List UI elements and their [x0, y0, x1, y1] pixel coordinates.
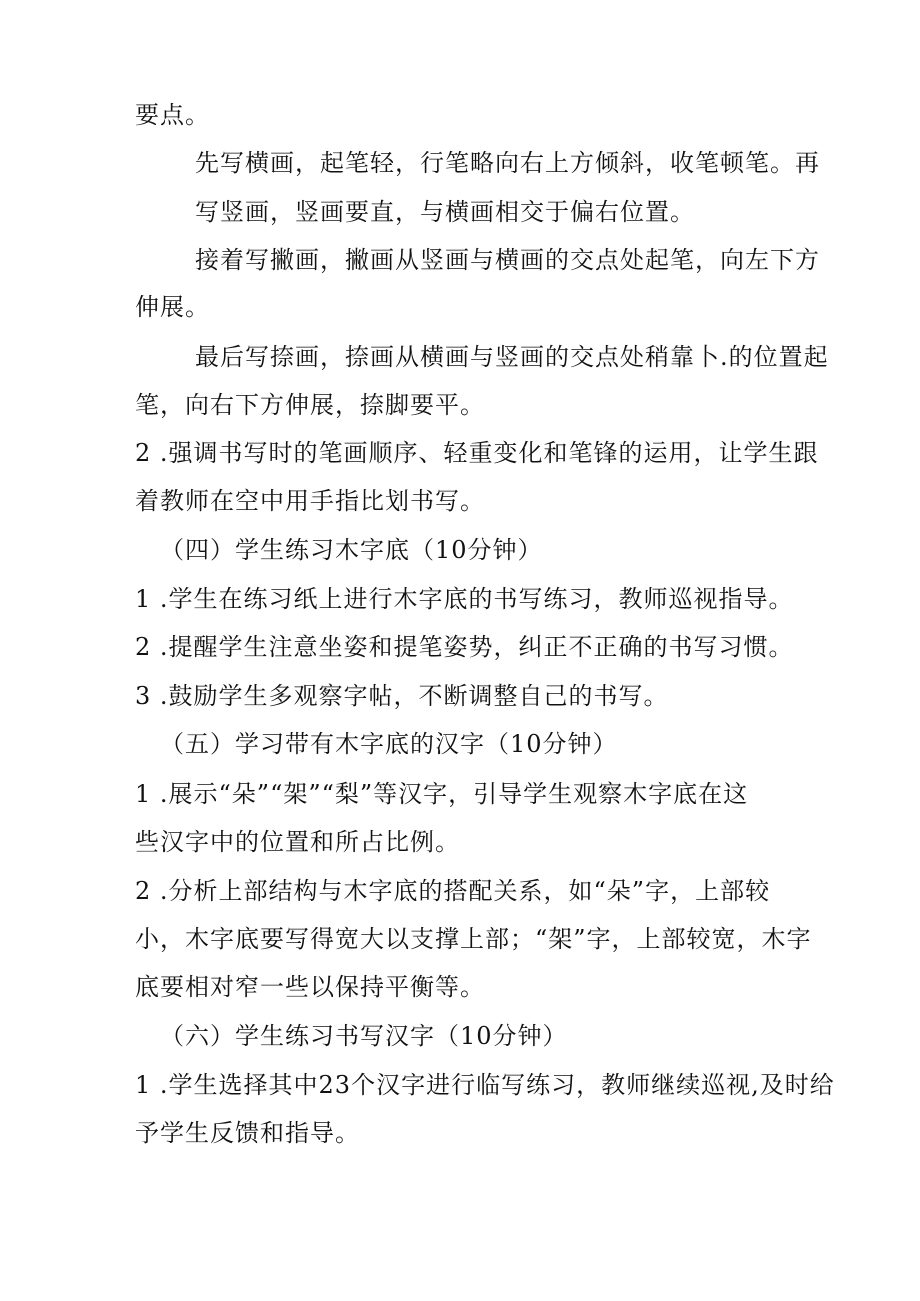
numbered-item: 1 .学生选择其中23个汉字进行临写练习，教师继续巡视,及时给: [135, 1071, 835, 1099]
text-line: 些汉字中的位置和所占比例。: [135, 828, 460, 856]
text-line: 先写横画，起笔轻，行笔略向右上方倾斜，收笔顿笔。再: [195, 149, 820, 177]
numbered-item: 3 .鼓励学生多观察字帖，不断调整自己的书写。: [135, 682, 669, 710]
numbered-item: 2 .提醒学生注意坐姿和提笔姿势，纠正不正确的书写习惯。: [135, 633, 794, 661]
text-line: 小，木字底要写得宽大以支撑上部；“架”字，上部较宽，木字: [135, 925, 812, 953]
text-line: 着教师在空中用手指比划书写。: [135, 487, 485, 515]
numbered-item: 2 .强调书写时的笔画顺序、轻重变化和笔锋的运用，让学生跟: [135, 439, 819, 467]
numbered-item: 2 .分析上部结构与木字底的搭配关系，如“朵”字，上部较: [135, 877, 771, 905]
numbered-item: 1 .展示“朵”“架”“梨”等汉字，引导学生观察木字底在这: [135, 780, 749, 808]
text-line: 写竖画，竖画要直，与横画相交于偏右位置。: [195, 198, 695, 226]
text-line: 予学生反馈和指导。: [135, 1119, 360, 1147]
section-heading: （六）学生练习书写汉字（10分钟）: [160, 1022, 568, 1050]
text-line: 要点。: [135, 101, 210, 129]
numbered-item: 1 .学生在练习纸上进行木字底的书写练习，教师巡视指导。: [135, 585, 794, 613]
text-line: 接着写撇画，撇画从竖画与横画的交点处起笔，向左下方: [195, 246, 820, 274]
text-line: 笔，向右下方伸展，捺脚要平。: [135, 391, 485, 419]
section-heading: （五）学习带有木字底的汉字（10分钟）: [160, 730, 618, 758]
section-heading: （四）学生练习木字底（10分钟）: [160, 536, 543, 564]
text-line: 底要相对窄一些以保持平衡等。: [135, 973, 485, 1001]
text-line: 最后写捺画，捺画从横画与竖画的交点处稍靠卜.的位置起: [195, 343, 829, 371]
text-line: 伸展。: [135, 293, 210, 321]
